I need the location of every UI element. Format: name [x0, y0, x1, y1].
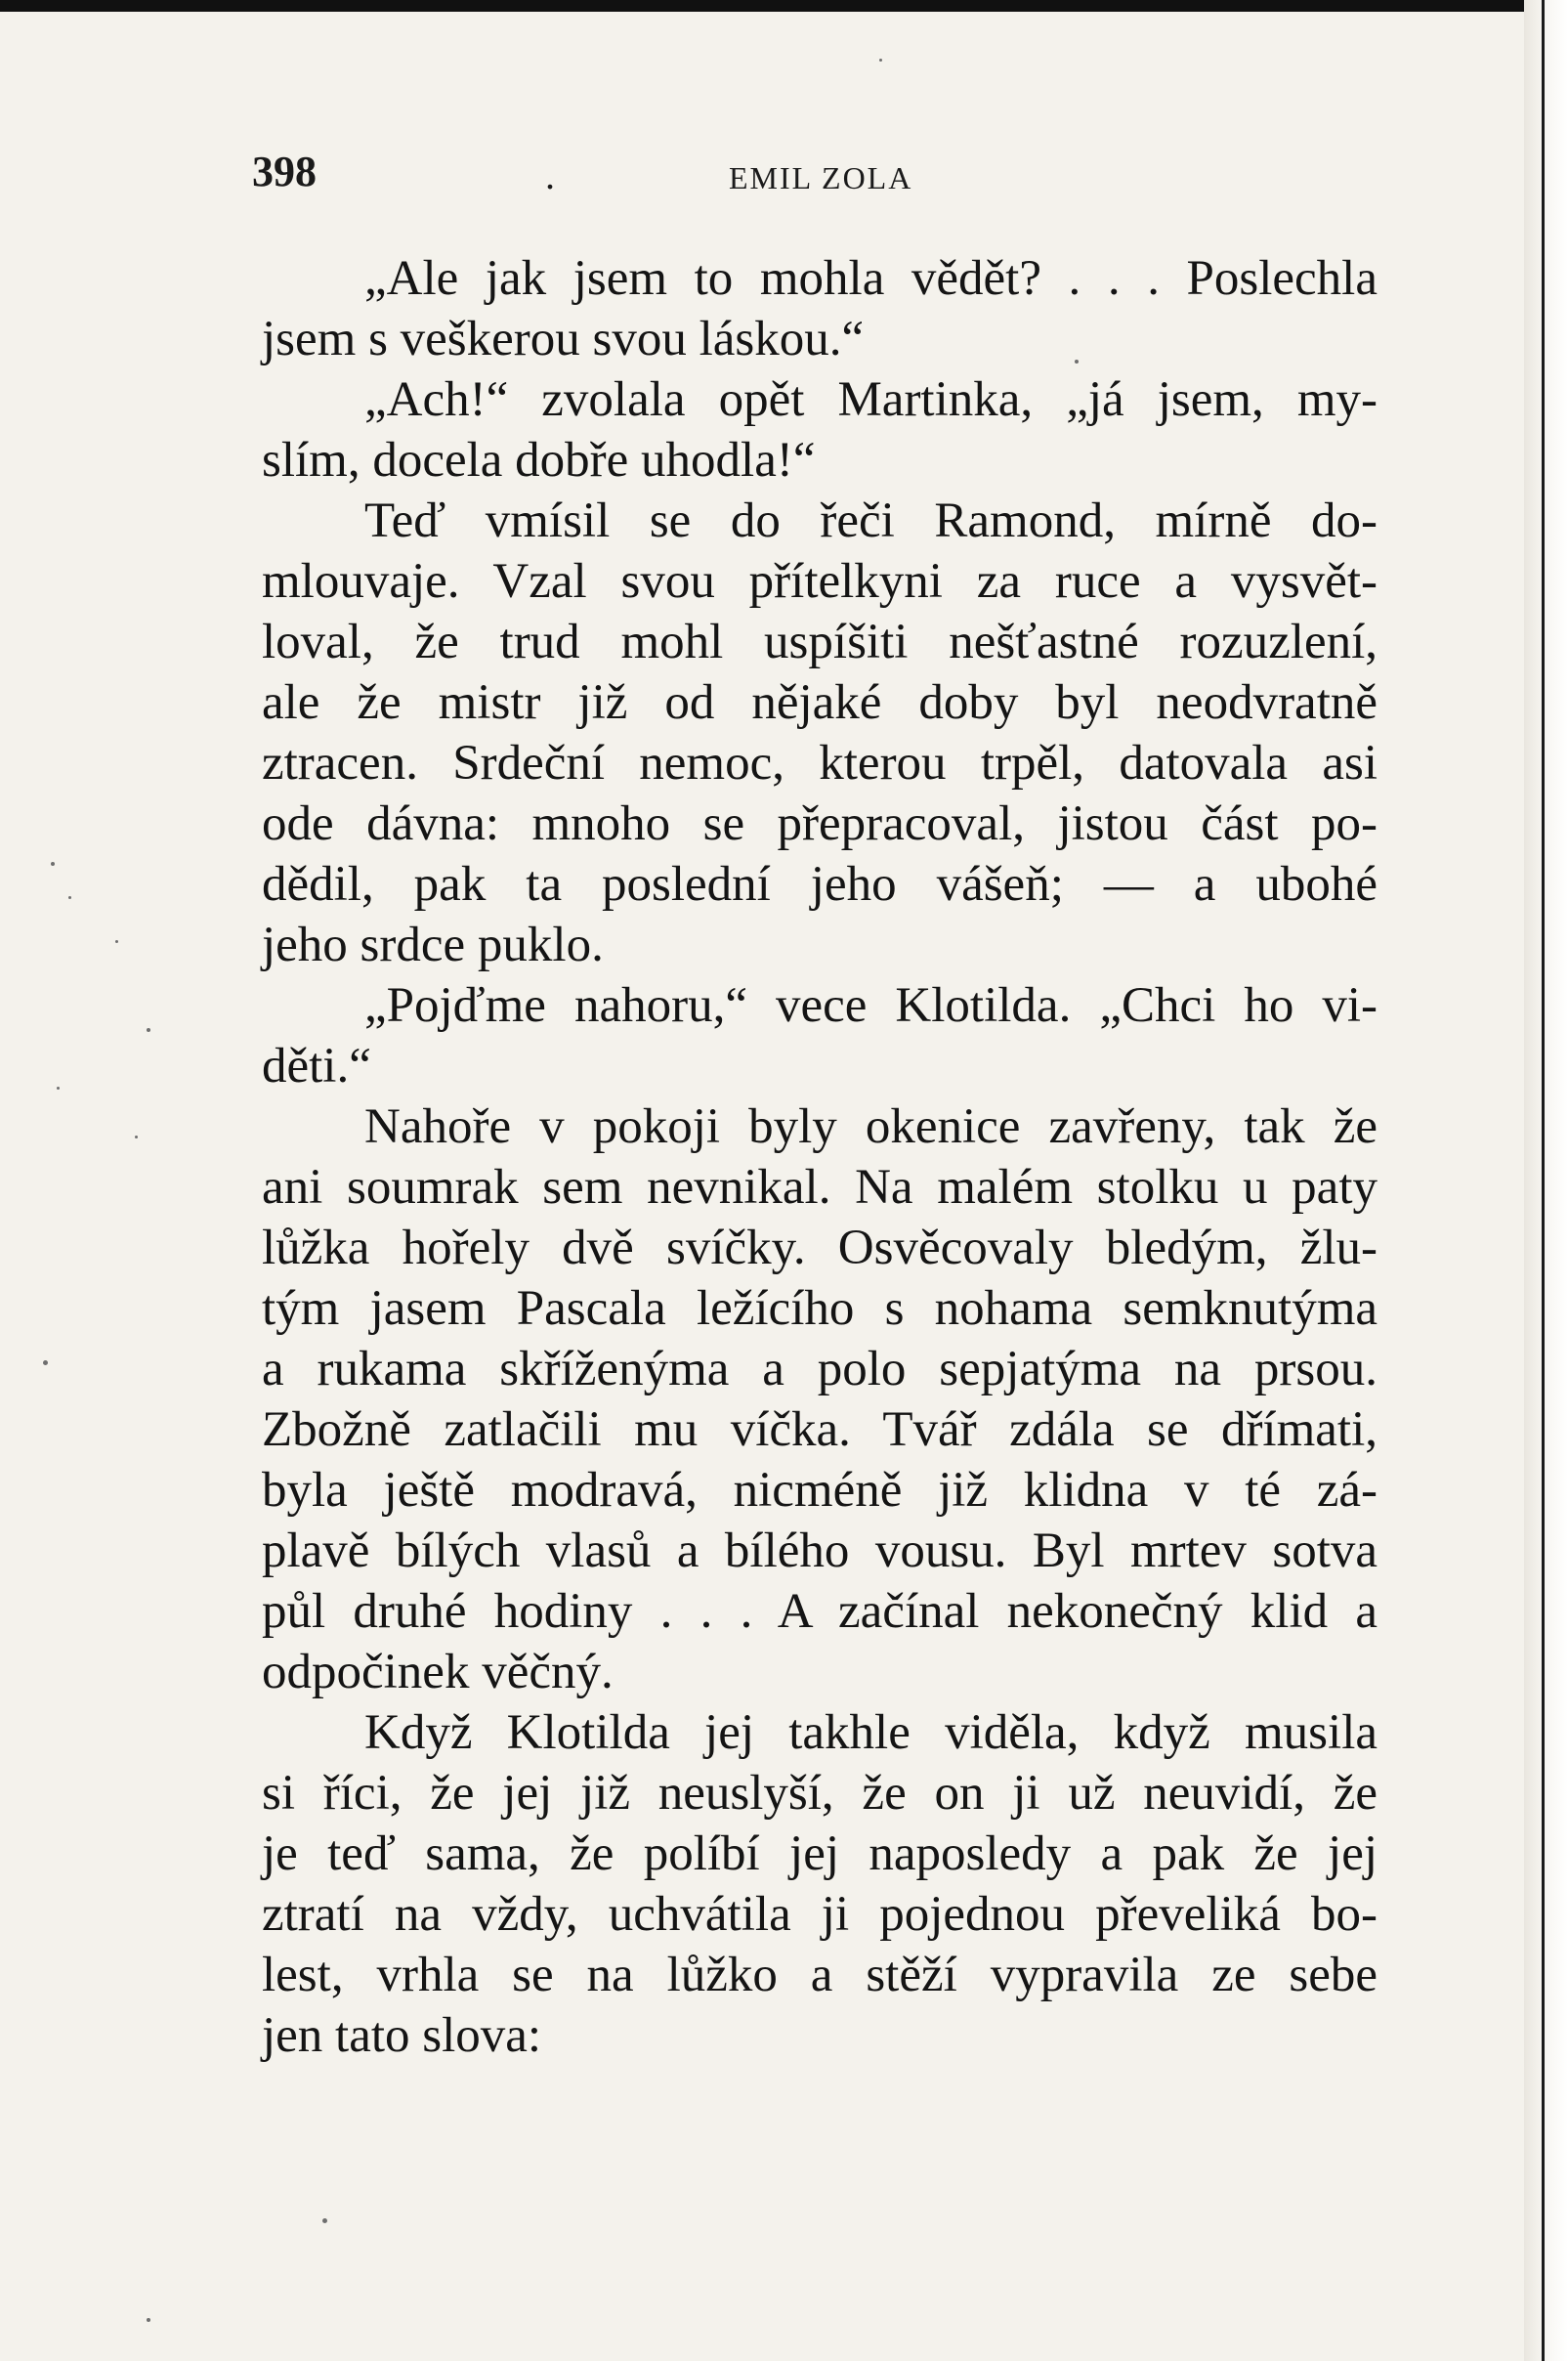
text-line: Teď vmísil se do řeči Ramond, mírně do- [364, 494, 1377, 548]
scan-speck [51, 862, 55, 866]
text-line: lest, vrhla se na lůžko a stěží vypravila ze sebe [262, 1948, 1377, 2002]
scan-speck [115, 940, 118, 943]
text-line: je teď sama, že políbí jej naposledy a pak že jej [262, 1826, 1377, 1881]
text-line: „Pojďme nahoru,“ vece Klotilda. „Chci ho vi- [364, 978, 1377, 1033]
text-line: slím, docela dobře uhodla!“ [262, 433, 816, 488]
text-line: mlouvaje. Vzal svou přítelkyni za ruce a vysvět- [262, 554, 1377, 609]
scan-speck [879, 59, 882, 62]
body-text [262, 248, 1377, 2066]
text-line: ztratí na vždy, uchvátila ji pojednou převeliká bo- [262, 1887, 1377, 1942]
text-line: jen tato slova: [262, 2008, 542, 2063]
text-line: plavě bílých vlasů a bílého vousu. Byl mrtev sotva [262, 1524, 1377, 1578]
scan-speck [57, 1087, 60, 1090]
text-line: jsem s veškerou svou láskou.“ [262, 312, 865, 366]
author-name: EMIL ZOLA [729, 160, 913, 195]
text-line: Zbožně zatlačili mu víčka. Tvář zdála se dřímati, [262, 1402, 1377, 1457]
book-page [0, 12, 1524, 2361]
text-line: půl druhé hodiny . . . A začínal nekonečný klid a [262, 1584, 1377, 1639]
scan-speck [1075, 360, 1079, 364]
text-line: ani soumrak sem nevnikal. Na malém stolku u paty [262, 1160, 1377, 1215]
text-line: jeho srdce puklo. [262, 918, 604, 972]
text-line: „Ach!“ zvolala opět Martinka, „já jsem, my- [364, 372, 1377, 427]
text-line: dědil, pak ta poslední jeho vášeň; — a ubohé [262, 857, 1377, 912]
text-line: Nahoře v pokoji byly okenice zavřeny, tak že [364, 1099, 1377, 1154]
text-line: lůžka hořely dvě svíčky. Osvěcovaly bledým, žlu- [262, 1221, 1377, 1275]
scan-speck [68, 896, 71, 899]
page-number: 398 [252, 148, 317, 195]
text-line: odpočinek věčný. [262, 1645, 614, 1699]
text-line: a rukama skříženýma a polo sepjatýma na prsou. [262, 1342, 1377, 1396]
text-line: Když Klotilda jej takhle viděla, když musila [364, 1705, 1377, 1760]
text-line: děti.“ [262, 1039, 371, 1094]
text-line: si říci, že jej již neuslyší, že on ji už neuvidí, že [262, 1766, 1377, 1821]
text-line: ztracen. Srdeční nemoc, kterou trpěl, datovala asi [262, 736, 1377, 791]
page-edge [1524, 0, 1568, 2361]
text-line: ale že mistr již od nějaké doby byl neodvratně [262, 675, 1377, 730]
text-line: byla ještě modravá, nicméně již klidna v té zá- [262, 1463, 1377, 1518]
scan-speck [43, 1360, 48, 1365]
text-line: loval, že trud mohl uspíšiti nešťastné rozuzlení, [262, 615, 1377, 669]
running-head [252, 147, 1379, 205]
text-line: tým jasem Pascala ležícího s nohama semknutýma [262, 1281, 1377, 1336]
scan-speck [322, 2218, 327, 2223]
scan-speck [135, 1136, 138, 1138]
page-edge-line [1542, 0, 1545, 2361]
text-line: „Ale jak jsem to mohla vědět? . . . Poslechla [364, 251, 1377, 306]
header-separator: . [545, 153, 555, 197]
text-line: ode dávna: mnoho se přepracoval, jistou část po- [262, 796, 1377, 851]
scan-speck [147, 1028, 150, 1032]
scan-speck [147, 2318, 150, 2322]
